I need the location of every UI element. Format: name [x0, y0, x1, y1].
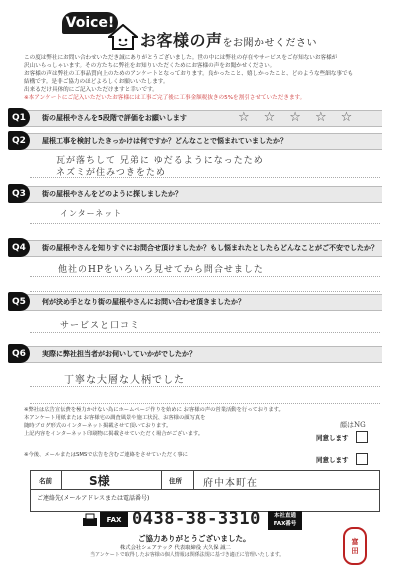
name-value[interactable]: S様	[89, 474, 110, 488]
title-main: お客様の声	[140, 31, 223, 50]
question-text: 屋根工事を検討したきっかけは何ですか？どんなことで悩まれていましたか？	[42, 137, 287, 145]
agree-label: 同意します	[316, 434, 349, 442]
question-q2	[12, 133, 382, 150]
intro-line: この度は弊社にお問い合わせいただき誠にありがとうございました。世の中には弊社の存在やサービスをご存知ないお客様が	[24, 55, 338, 61]
answer-line	[30, 331, 380, 333]
answer-line	[30, 385, 380, 387]
stamp-char: 田	[351, 546, 359, 555]
handwritten-note: 顔はNG	[340, 421, 366, 429]
question-number: Q5	[8, 292, 30, 311]
answer-text: 他社のHPをいろいろ見せてから問合せました	[58, 265, 264, 275]
address-value[interactable]: 府中本町在	[203, 478, 258, 489]
question-text: 街の屋根やさんを5段階で評価をお願いします	[42, 114, 187, 122]
note-line: ※弊社は広告宣伝費を極力かけない為にホームページ作りを始めに お客様の声の営業活動を行っております。	[24, 407, 284, 413]
question-q1	[12, 110, 382, 127]
answer-line	[30, 290, 380, 292]
publication-note	[24, 406, 324, 438]
answer-text: ネズミが住みつきをため	[56, 168, 166, 178]
question-number: Q6	[8, 344, 30, 363]
question-q4	[12, 240, 382, 257]
answer-text: 丁寧な大層な人柄でした	[64, 375, 185, 386]
question-number: Q4	[8, 238, 30, 257]
voice-badge: Voice!	[62, 12, 118, 34]
question-text: 何が決め手となり街の屋根やさんにお問い合わせ頂きましたか？	[42, 298, 245, 306]
intro-line: お客様の声は弊社の工事品質向上のためのアンケートとなっております。良かったこと、嬉しかったこと、どのような些細な事でも	[24, 71, 354, 77]
question-text: 街の屋根やさんを知りすぐにお問合せ頂けましたか？もし悩まれたとしたらどんなことがご不安でしたか？	[42, 244, 378, 252]
divider	[31, 489, 379, 490]
question-text: 街の屋根やさんをどのように探しましたか？	[42, 190, 182, 198]
question-number: Q1	[8, 108, 30, 127]
divider	[193, 471, 194, 489]
name-stamp	[343, 527, 367, 565]
page-title	[140, 28, 317, 51]
intro-line: 沢山いらっしゃいます。その方たちに弊社をお知りいただくためにお客様の声をお聞かせください。	[24, 63, 276, 69]
question-number: Q3	[8, 184, 30, 203]
answer-line	[30, 275, 380, 277]
intro-line: 結構です。是非ご協力のほどよろしくお願いいたします。	[24, 79, 169, 85]
intro-line: 出来るだけ具体的にご記入いただけますと幸いです。	[24, 87, 158, 93]
answer-line	[30, 176, 380, 178]
customer-info-box	[30, 470, 380, 512]
note-line: 随時ブログ形式のインターネット掲載させて頂いております。	[24, 423, 172, 429]
discount-notice: ※本アンケートにご記入いただいたお客様には工事ご完了後に工事金額税抜きの5%を割引させていただきます。	[24, 95, 306, 101]
question-text: 実際に弊社担当者がお伺いしていかがでしたか？	[42, 350, 196, 358]
question-q5	[12, 294, 382, 311]
note-line: 上記内容をインターネット印刷物に掲載させていただく場合がございます。	[24, 431, 204, 437]
title-suffix: をお聞かせください	[222, 38, 318, 49]
agree-label: 同意します	[316, 456, 349, 464]
question-q6	[12, 346, 382, 363]
answer-line	[30, 222, 380, 224]
rating-stars[interactable]: ☆☆☆☆☆	[238, 110, 367, 125]
intro-text	[24, 54, 384, 102]
answer-text: 瓦が落ちして 兄弟に ゆだるようになったため	[56, 156, 264, 166]
name-label: 名前	[39, 477, 52, 485]
agree-checkbox-publication[interactable]	[356, 431, 368, 443]
house-icon	[108, 24, 138, 50]
company-name: 株式会社シェアテック 代表取締役 大久保 誠二	[120, 545, 231, 551]
note-line: 本アンケート用紙または お客様宅の調査風景や施工状況、お客様の顔写真を	[24, 415, 206, 421]
question-q3	[12, 186, 382, 203]
thanks-text: ご協力ありがとうございました。	[138, 534, 251, 543]
question-number: Q2	[8, 131, 30, 150]
contact-label: ご連絡先(メールアドレスまたは電話番号)	[37, 495, 150, 502]
answer-text: サービスと口コミ	[60, 321, 141, 331]
sms-note: ※今後、メールまたはSMSで広告を含むご連絡をさせていただく事に	[24, 452, 188, 458]
fax-tag-line: FAX番号	[273, 521, 297, 527]
stamp-char: 富	[351, 537, 359, 546]
answer-text: インターネット	[60, 209, 123, 218]
divider	[161, 471, 162, 489]
address-label: 住所	[169, 477, 182, 485]
fax-machine-icon	[82, 513, 98, 527]
fax-number: 0438-38-3310	[132, 509, 261, 529]
answer-line	[30, 402, 380, 404]
privacy-disclaimer: 当アンケートで取得したお客様の個人情報は関係法規に基づき適正に管理いたします。	[90, 552, 285, 558]
fax-tag	[268, 511, 302, 530]
divider	[61, 471, 62, 489]
agree-checkbox-sms[interactable]	[356, 453, 368, 465]
fax-tag-line: 本社直通	[273, 513, 296, 519]
fax-label: FAX	[100, 512, 128, 527]
